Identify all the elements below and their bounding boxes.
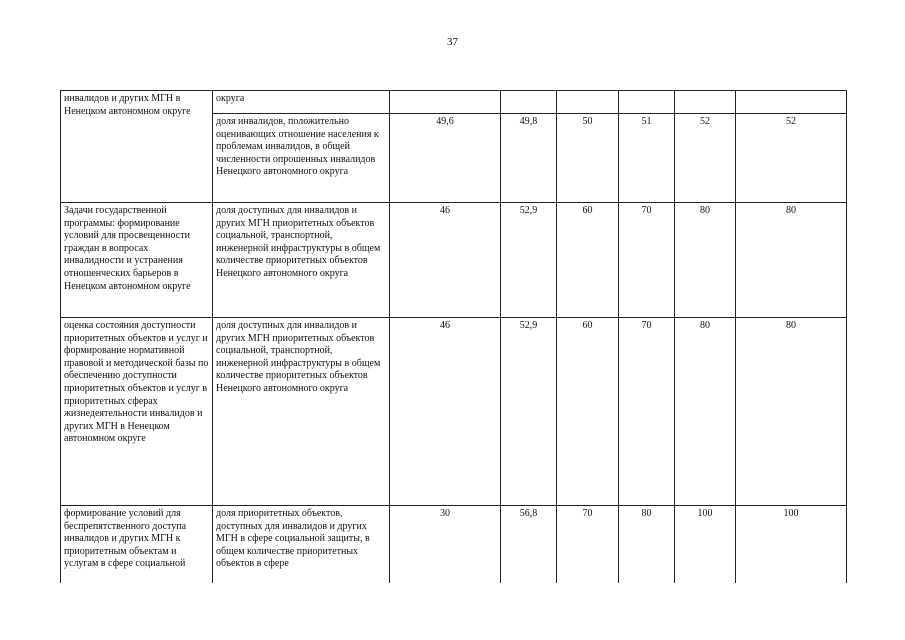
indicator-cell: доля приоритетных объектов, доступных для инвалидов и других МГН в сфере социальной защиты, в общем количестве приоритетных объектов в сфере bbox=[213, 506, 390, 584]
value-cell: 46 bbox=[390, 318, 501, 506]
value-cell: 100 bbox=[675, 506, 736, 584]
value-cell: 80 bbox=[675, 318, 736, 506]
page-number: 37 bbox=[447, 36, 458, 48]
task-cell: Задачи государственной программы: формирование условий для просвещенности граждан в вопросах инвалидности и устранения отношенческих барьеров в Ненецком автономном округе bbox=[61, 203, 213, 318]
indicator-cell: округа bbox=[213, 91, 390, 114]
indicator-cell: доля доступных для инвалидов и других МГН приоритетных объектов социальной, транспортной, инженерной инфраструктуры в общем количестве приоритетных объектов Ненецкого автономного округа bbox=[213, 203, 390, 318]
value-cell: 50 bbox=[557, 114, 619, 203]
value-cell: 51 bbox=[619, 114, 675, 203]
value-cell: 80 bbox=[736, 318, 847, 506]
value-cell: 60 bbox=[557, 318, 619, 506]
value-cell: 52,9 bbox=[501, 203, 557, 318]
value-cell: 52 bbox=[675, 114, 736, 203]
indicator-cell: доля инвалидов, положительно оценивающих отношение населения к проблемам инвалидов, в общей численности опрошенных инвалидов Ненецкого автономного округа bbox=[213, 114, 390, 203]
value-cell bbox=[675, 91, 736, 114]
value-cell: 49,6 bbox=[390, 114, 501, 203]
table-row bbox=[61, 506, 847, 584]
value-cell bbox=[501, 91, 557, 114]
value-cell: 70 bbox=[619, 318, 675, 506]
value-cell bbox=[390, 91, 501, 114]
value-cell bbox=[557, 91, 619, 114]
value-cell: 80 bbox=[736, 203, 847, 318]
value-cell: 52 bbox=[736, 114, 847, 203]
value-cell: 70 bbox=[619, 203, 675, 318]
value-cell: 56,8 bbox=[501, 506, 557, 584]
indicators-table bbox=[60, 90, 847, 583]
value-cell bbox=[736, 91, 847, 114]
task-cell: инвалидов и других МГН в Ненецком автономном округе bbox=[61, 91, 213, 203]
table-row bbox=[61, 203, 847, 318]
table-row bbox=[61, 91, 847, 114]
value-cell: 80 bbox=[675, 203, 736, 318]
value-cell bbox=[619, 91, 675, 114]
value-cell: 100 bbox=[736, 506, 847, 584]
value-cell: 30 bbox=[390, 506, 501, 584]
task-cell: оценка состояния доступности приоритетных объектов и услуг и формирование нормативной правовой и методической базы по обеспечению доступности приоритетных объектов и услуг в приоритетных сферах жизнедеятельности инвалидов и других МГН в Ненецком автономном округе bbox=[61, 318, 213, 506]
task-cell: формирование условий для беспрепятственного доступа инвалидов и других МГН к приоритетным объектам и услугам в сфере социальной bbox=[61, 506, 213, 584]
value-cell: 52,9 bbox=[501, 318, 557, 506]
value-cell: 70 bbox=[557, 506, 619, 584]
value-cell: 60 bbox=[557, 203, 619, 318]
value-cell: 46 bbox=[390, 203, 501, 318]
value-cell: 80 bbox=[619, 506, 675, 584]
indicator-cell: доля доступных для инвалидов и других МГН приоритетных объектов социальной, транспортной, инженерной инфраструктуры в общем количестве приоритетных объектов Ненецкого автономного округа bbox=[213, 318, 390, 506]
value-cell: 49,8 bbox=[501, 114, 557, 203]
table-row bbox=[61, 318, 847, 506]
